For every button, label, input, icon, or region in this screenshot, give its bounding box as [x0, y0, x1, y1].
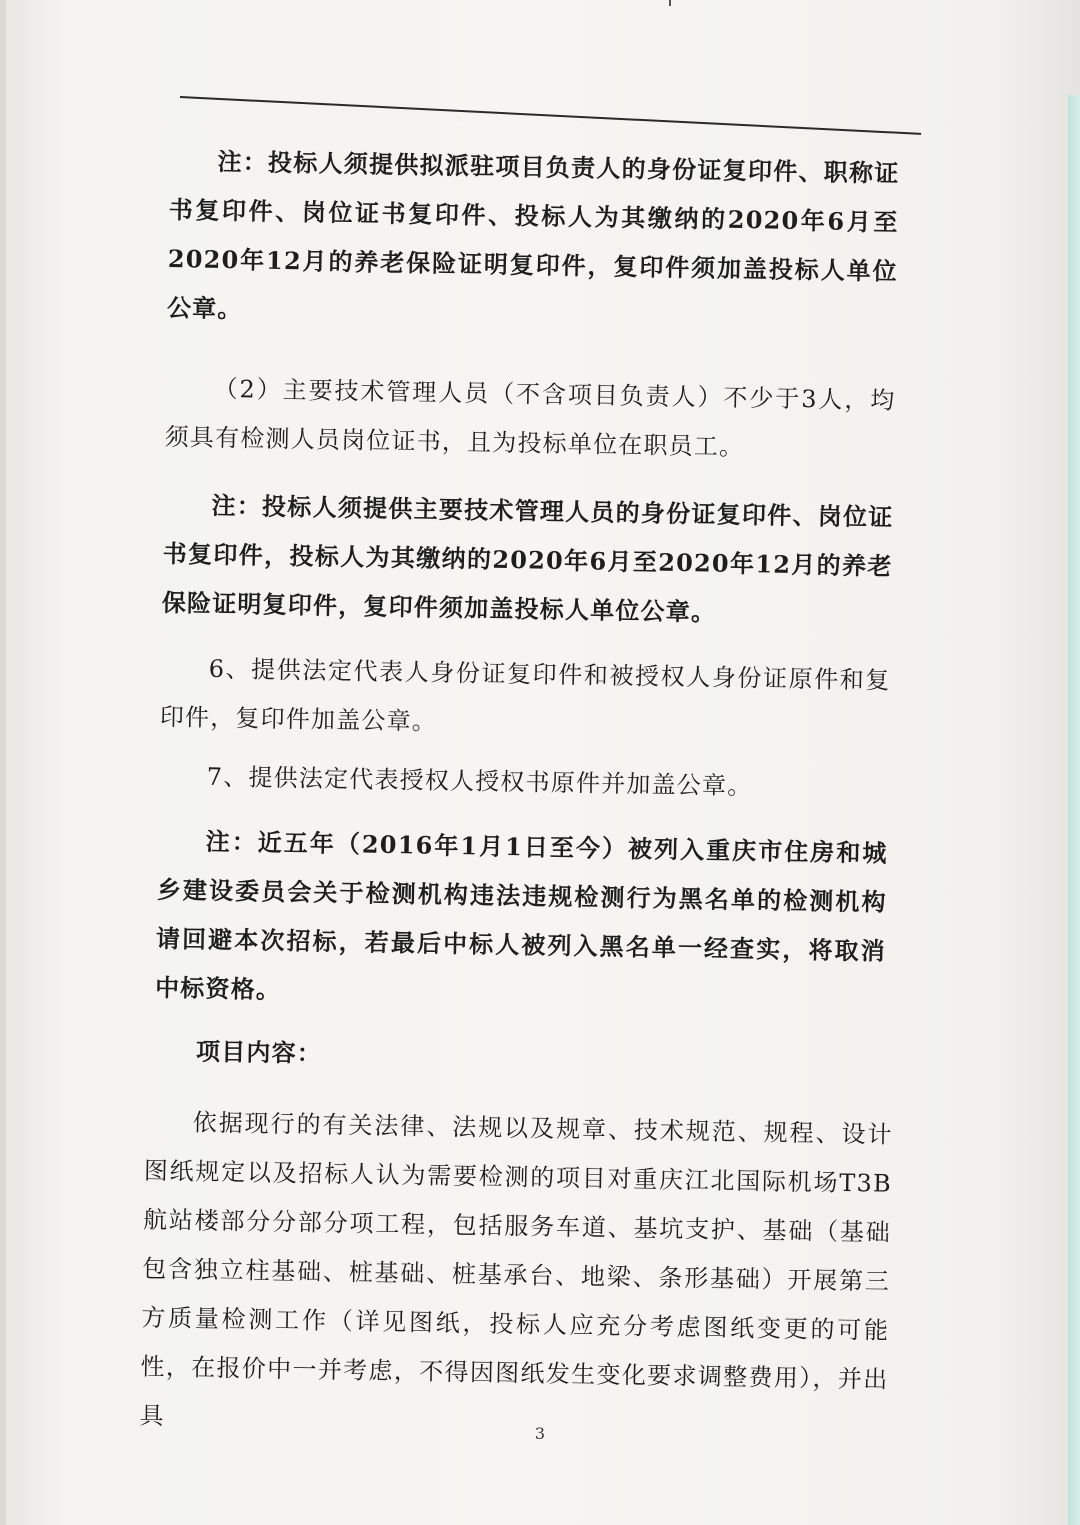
page-number: 3: [534, 1424, 546, 1443]
scan-right-edge: [1068, 95, 1080, 1525]
note-blacklist: 注：近五年（2016年1月1日至今）被列入重庆市住房和城乡建设委员会关于检测机构违法违规检测行为黑名单的检测机构请回避本次招标，若最后中标人被列入黑名单一经查实，将取消中标资格。: [154, 826, 888, 1005]
scan-left-edge: [0, 0, 6, 1525]
note-technical-staff: 注：投标人须提供主要技术管理人员的身份证复印件、岗位证书复印件，投标人为其缴纳的2020年6月至2020年12月的养老保险证明复印件，复印件须加盖投标人单位公章。: [161, 490, 894, 627]
requirement-6-legal-representative: 6、提供法定代表人身份证复印件和被授权人身份证原件和复印件，复印件加盖公章。: [159, 654, 891, 736]
requirement-7-authorization: 7、提供法定代表授权人授权书原件并加盖公章。: [206, 762, 753, 801]
header-rule: [180, 96, 921, 135]
note-project-manager: 注：投标人须提供拟派驻项目负责人的身份证复印件、职称证书复印件、岗位证书复印件、投标人为其缴纳的2020年6月至2020年12月的养老保险证明复印件，复印件须加盖投标人单位公章。: [166, 146, 900, 324]
project-content-body: 依据现行的有关法律、法规以及规章、技术规范、规程、设计图纸规定以及招标人认为需要检测的项目对重庆江北国际机场T3B航站楼部分分部分项工程，包括服务车道、基坑支护、基础（基础包含独立柱基础、桩基础、桩基承台、地梁、条形基础）开展第三方质量检测工作（详见图纸，投标人应充分考虑图纸变更的可能性，在报价中一并考虑，不得因图纸发生变化要求调整费用），并出具: [139, 1108, 893, 1431]
top-mark: [669, 0, 671, 6]
document-body: [139, 136, 915, 1431]
section-heading-project-content: 项目内容：: [195, 1036, 323, 1068]
requirement-technical-staff: （2）主要技术管理人员（不含项目负责人）不少于3人，均须具有检测人员岗位证书，且为投标单位在职员工。: [164, 374, 896, 462]
